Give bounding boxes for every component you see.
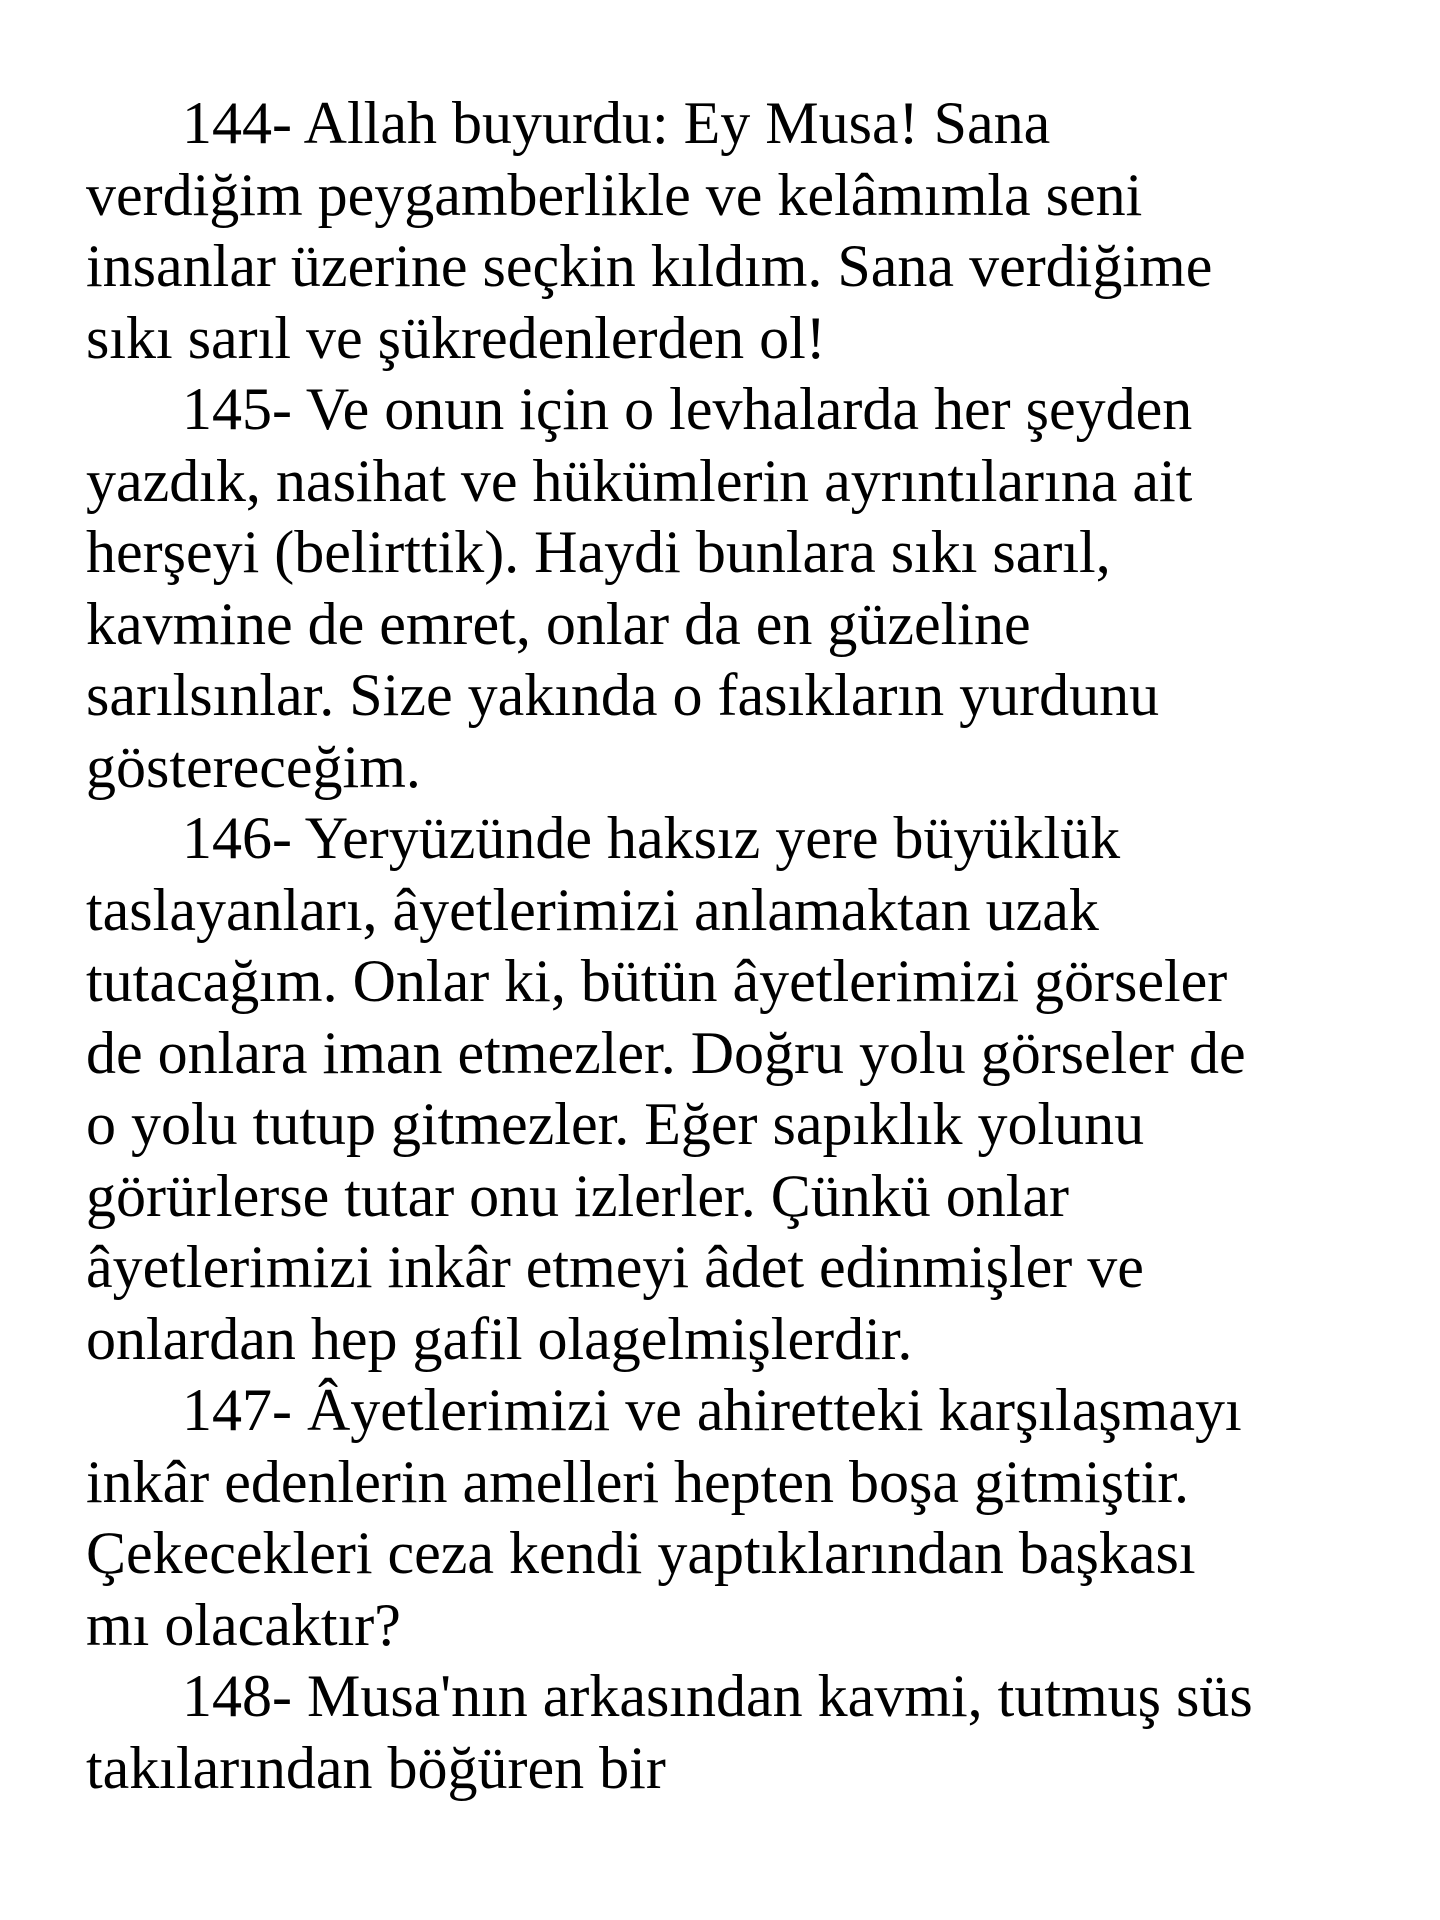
- verse-line: de onlara iman etmezler. Doğru yolu görseler de: [86, 1019, 1246, 1086]
- verse-line: mı olacaktır?: [86, 1591, 401, 1658]
- verse-146: [86, 803, 1386, 1375]
- verse-line: âyetlerimizi inkâr etmeyi âdet edinmişler ve: [86, 1234, 1144, 1300]
- verse-line: insanlar üzerine seçkin kıldım. Sana verdiğime: [86, 233, 1213, 299]
- verse-line: Çekecekleri ceza kendi yaptıklarından başkası: [86, 1520, 1196, 1586]
- verse-line: takılarından böğüren bir: [86, 1734, 666, 1801]
- verse-145: [86, 374, 1386, 803]
- verse-line: kavmine de emret, onlar da en güzeline: [86, 590, 1031, 657]
- verse-line: göstereceğim.: [86, 733, 421, 800]
- verse-line: verdiğim peygamberlikle ve kelâmımla seni: [86, 161, 1143, 228]
- verse-line: 146- Yeryüzünde haksız yere büyüklük: [182, 805, 1121, 871]
- verse-147: [86, 1375, 1386, 1661]
- verse-line: tutacağım. Onlar ki, bütün âyetlerimizi görseler: [86, 948, 1228, 1014]
- verse-line: 147- Âyetlerimizi ve ahiretteki karşılaşmayı: [182, 1377, 1242, 1443]
- verse-148: [86, 1661, 1386, 1804]
- verse-line: taslayanları, âyetlerimizi anlamaktan uzak: [86, 876, 1099, 943]
- verse-line: 145- Ve onun için o levhalarda her şeyden: [182, 376, 1193, 442]
- verse-line: sıkı sarıl ve şükredenlerden ol!: [86, 304, 826, 371]
- document-page: [86, 88, 1386, 1804]
- verse-line: yazdık, nasihat ve hükümlerin ayrıntılarına ait: [86, 447, 1193, 514]
- verse-line: 148- Musa'nın arkasından kavmi, tutmuş süs: [182, 1663, 1253, 1729]
- verse-line: inkâr edenlerin amelleri hepten boşa gitmiştir.: [86, 1448, 1189, 1515]
- verse-line: görürlerse tutar onu izlerler. Çünkü onlar: [86, 1162, 1070, 1229]
- verse-144: [86, 88, 1386, 374]
- verse-line: 144- Allah buyurdu: Ey Musa! Sana: [182, 90, 1051, 156]
- verse-line: onlardan hep gafil olagelmişlerdir.: [86, 1305, 913, 1372]
- verse-line: sarılsınlar. Size yakında o fasıkların yurdunu: [86, 662, 1160, 728]
- verse-line: o yolu tutup gitmezler. Eğer sapıklık yolunu: [86, 1091, 1145, 1157]
- verse-line: herşeyi (belirttik). Haydi bunlara sıkı sarıl,: [86, 519, 1111, 585]
